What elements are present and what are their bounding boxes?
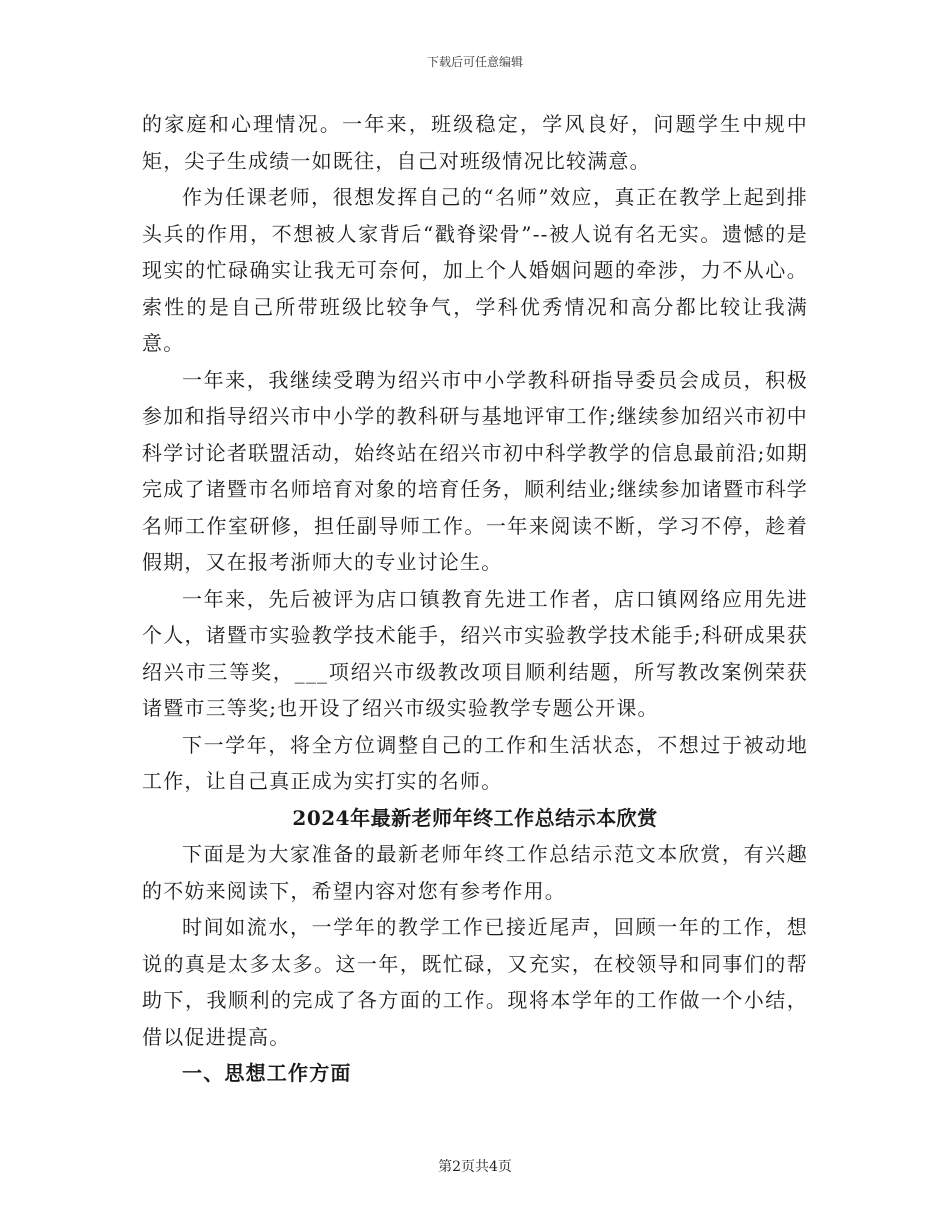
page-header-note: 下载后可任意编辑 — [426, 55, 523, 69]
paragraph-intro: 下面是为大家准备的最新老师年终工作总结示范文本欣赏，有兴趣的不妨来阅读下，希望内容对您有参考作用。 — [142, 842, 808, 903]
document-body — [142, 106, 808, 1092]
page-footer-number: 第2页共4页 — [438, 1159, 512, 1175]
paragraph-next-year: 下一学年，将全方位调整自己的工作和生活状态，不想过于被动地工作，让自己真正成为实打实的名师。 — [142, 732, 808, 793]
paragraph-research-activities: 一年来，我继续受聘为绍兴市中小学教科研指导委员会成员，积极参加和指导绍兴市中小学的教科研与基地评审工作;继续参加绍兴市初中科学讨论者联盟活动，始终站在绍兴市初中科学教学的信息最前沿;如期完成了诸暨市名师培育对象的培育任务，顺利结业;继续参加诸暨市科学名师工作室研修，担任副导师工作。一年来阅读不断，学习不停，趁着假期，又在报考浙师大的专业讨论生。 — [142, 367, 808, 574]
paragraph-famous-teacher: 作为任课老师，很想发挥自己的“名师”效应，真正在教学上起到排头兵的作用，不想被人家背后“戳脊梁骨”--被人说有名无实。遗憾的是现实的忙碌确实让我无可奈何，加上个人婚姻问题的牵涉，力不从心。索性的是自己所带班级比较争气，学科优秀情况和高分都比较让我满意。 — [142, 185, 808, 355]
paragraph-awards: 一年来，先后被评为店口镇教育先进工作者，店口镇网络应用先进个人，诸暨市实验教学技术能手，绍兴市实验教学技术能手;科研成果获绍兴市三等奖，___项绍兴市级教改项目顺利结题，所写教改案例荣获诸暨市三等奖;也开设了绍兴市级实验教学专题公开课。 — [142, 586, 808, 720]
section-heading-ideology: 一、思想工作方面 — [182, 1061, 352, 1085]
paragraph-family-psychology: 的家庭和心理情况。一年来，班级稳定，学风良好，问题学生中规中矩，尖子生成绩一如既往，自己对班级情况比较满意。 — [142, 112, 808, 173]
document-title: 2024年最新老师年终工作总结示本欣赏 — [292, 805, 658, 830]
paragraph-review: 时间如流水，一学年的教学工作已接近尾声，回顾一年的工作，想说的真是太多太多。这一年，既忙碌，又充实，在校领导和同事们的帮助下，我顺利的完成了各方面的工作。现将本学年的工作做一个小结，借以促进提高。 — [142, 915, 808, 1049]
